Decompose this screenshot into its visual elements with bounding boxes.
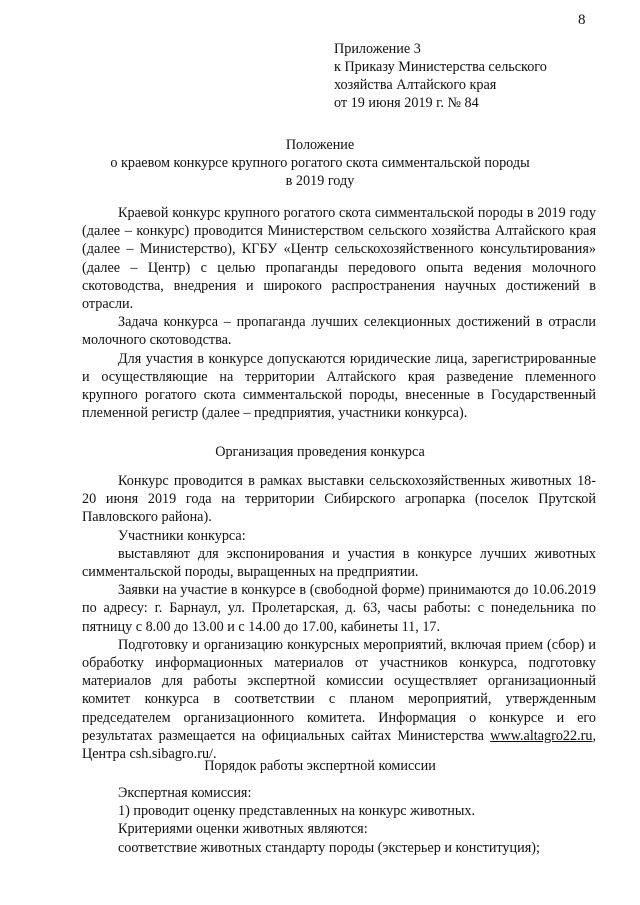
ministry-website-link[interactable]: www.altagro22.ru xyxy=(490,727,593,744)
paragraph: Участники конкурса: xyxy=(118,527,246,544)
intro-section xyxy=(82,204,596,422)
appendix-header xyxy=(334,40,624,112)
appendix-line: к Приказу Министерства сельского xyxy=(334,59,547,75)
page-number: 8 xyxy=(578,12,586,28)
paragraph-text: Подготовку и организацию конкурсных мероприятий, включая прием (сбор) и обработку информационных материалов от участников конкурса, подготовку материалов для работы экспертной комиссии осуществляет организационный комитет конкурса в соответствии с планом мероприятий, утвержденным председателем организационного комитета. Информация о конкурсе и его результатах размещается на официальных сайтах Министерства xyxy=(82,636,596,744)
paragraph: Краевой конкурс крупного рогатого скота симментальской породы в 2019 году (далее – конкурс) проводится Министерством сельского хозяйства Алтайского края (далее – Министерство), КГБУ «Центр сельскохозяйственного консультирования» (далее – Центр) с целью пропаганды передового опыта ведения молочного скотоводства, внедрения и широкого распространения научных достижений в отрасли. xyxy=(82,205,596,313)
appendix-line: Приложение 3 xyxy=(334,41,421,57)
title-line: Положение xyxy=(285,137,355,153)
paragraph: Для участия в конкурсе допускаются юридические лица, зарегистрированные и осуществляющие на территории Алтайского края разведение племенного крупного рогатого скота симментальской породы, внесенные в Государственный племенной регистр (далее – предприятия, участники конкурса). xyxy=(82,350,596,422)
paragraph: Конкурс проводится в рамках выставки сельскохозяйственных животных 18-20 июня 2019 года на территории Сибирского агропарка (поселок Прутской Павловского района). xyxy=(82,473,596,526)
paragraph: Экспертная комиссия: xyxy=(118,785,252,801)
section-heading: Организация проведения конкурса xyxy=(215,444,425,460)
organization-section xyxy=(82,472,596,763)
section-heading: Порядок работы экспертной комиссии xyxy=(204,758,436,774)
paragraph xyxy=(82,636,596,763)
paragraph: Заявки на участие в конкурсе в (свободной форме) принимаются до 10.06.2019 по адресу: г. Барнаул, ул. Пролетарская, д. 63, часы работы: с понедельника по пятницу с 8.00 до 13.00 и с 14.00 до 17.00, кабинеты 11, 17. xyxy=(82,582,596,635)
paragraph-text: , Центра csh.sibagro.ru/. xyxy=(82,727,597,763)
appendix-line: от 19 июня 2019 г. № 84 xyxy=(334,95,479,111)
paragraph: Критериями оценки животных являются: xyxy=(118,821,368,838)
document-title xyxy=(0,136,640,190)
paragraph: выставляют для экспонирования и участия в конкурсе лучших животных симментальской породы, выращенных на предприятии. xyxy=(82,545,596,581)
title-line: о краевом конкурсе крупного рогатого скота симментальской породы xyxy=(110,155,530,171)
commission-section xyxy=(82,784,596,857)
paragraph: соответствие животных стандарту породы (экстерьер и конституция); xyxy=(118,839,540,856)
appendix-line: хозяйства Алтайского края xyxy=(334,77,497,93)
paragraph: Задача конкурса – пропаганда лучших селекционных достижений в отрасли молочного скотоводства. xyxy=(82,314,596,349)
title-line: в 2019 году xyxy=(285,173,355,189)
paragraph: 1) проводит оценку представленных на конкурс животных. xyxy=(118,803,476,820)
